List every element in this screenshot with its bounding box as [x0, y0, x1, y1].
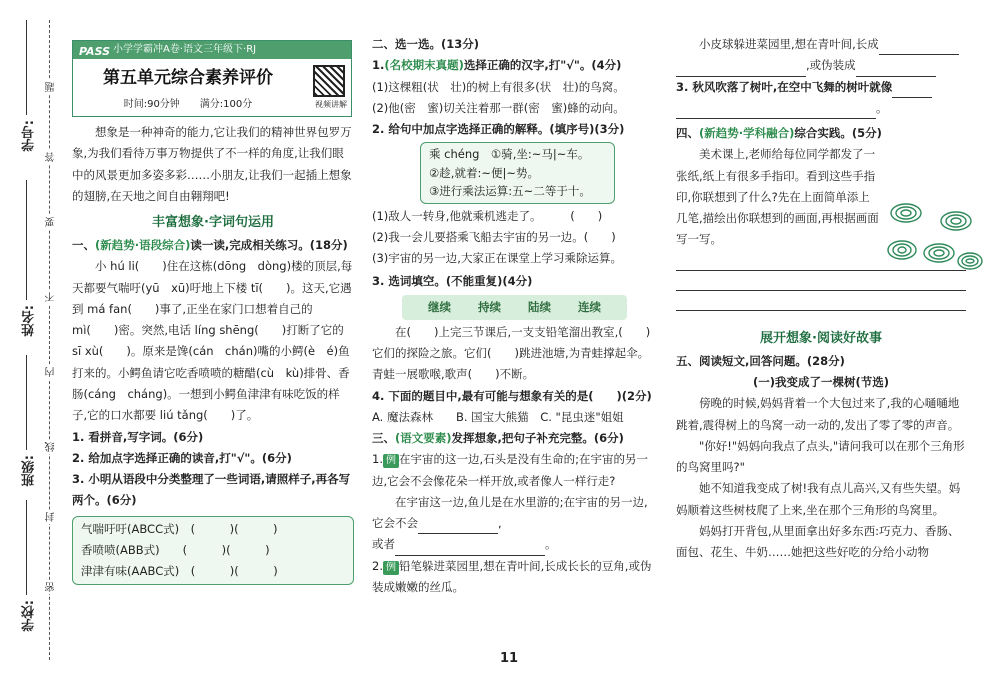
- page-number: 11: [500, 651, 519, 666]
- student-id-field[interactable]: [26, 20, 27, 115]
- sub-question-3: 3. 小明从语段中分类整理了一些词语,请照样子,再各写两个。(6分): [72, 472, 351, 508]
- column-left: [72, 122, 354, 662]
- word-option: 持续: [477, 299, 501, 314]
- definition-box: [420, 142, 615, 203]
- category-row: 津津有味(AABC式) ( )( ): [81, 564, 278, 579]
- brand-logo: PASS: [79, 45, 111, 58]
- practice-text: 美术课上,老师给每位同学都发了一张纸,纸上有很多手指印。看到这些手指印,你联想到了什么?先在上面简单添上几笔,描绘出你联想到的画面,再根据画面写一写。: [676, 147, 879, 247]
- question-2-1b: (2)他(密 蜜)切关注着那一群(密 蜜)蜂的动向。: [372, 100, 625, 115]
- school-field[interactable]: [26, 500, 27, 595]
- seal-char: 线: [46, 442, 57, 452]
- answer-blank[interactable]: [892, 97, 932, 98]
- story-paragraph: 她不知道我变成了树!我有点儿高兴,又有些失望。妈妈顺着这些树枝爬了上来,坐在那个三角形的鸟窝里。: [676, 481, 961, 517]
- seal-char: 题: [46, 82, 57, 92]
- question-2-1a: (1)这棵粗(状 壮)的树上有很多(状 壮)的鸟窝。: [372, 79, 625, 94]
- example-badge: 例: [383, 454, 399, 468]
- answer-blank[interactable]: [676, 118, 876, 119]
- exam-title: 第五单元综合素养评价: [103, 68, 273, 88]
- completion-3: 3. 秋风吹落了树叶,在空中飞舞的树叶就像: [676, 77, 966, 98]
- class-label: 班级:: [22, 455, 37, 487]
- section-title-words: 丰富想象·字词句运用: [152, 215, 274, 231]
- category-row: 香喷喷(ABB式) ( )( ): [81, 542, 270, 557]
- seal-line: [49, 20, 50, 660]
- question-2-1: 1.(名校期末真题)选择正确的汉字,打"√"。(4分): [372, 58, 622, 73]
- seal-char: 封: [46, 512, 57, 522]
- sentence-item: (2)我一会儿要搭乘飞船去宇宙的另一边。( ): [372, 229, 616, 244]
- definition-line: ②趁,就着:~便|~势。: [429, 165, 539, 180]
- sentence-item: (1)敌人一转身,他就乘机逃走了。 ( ): [372, 208, 603, 223]
- name-field[interactable]: [26, 180, 27, 300]
- definition-line: 乘 chéng ①骑,坐:~马|~车。: [429, 147, 590, 162]
- question-5-title: 五、阅读短文,回答问题。(28分): [676, 353, 845, 368]
- story-paragraph: 妈妈打开背包,从里面拿出好多东西:巧克力、香肠、面包、花生、牛奶……她把这些好吃的分给小动物: [676, 523, 960, 560]
- word-option: 连续: [578, 299, 602, 314]
- example-badge: 例: [383, 561, 399, 575]
- completion-2: 小皮球躲进菜园里,想在青叶间,长成: [676, 34, 966, 55]
- seal-char: 不: [46, 292, 57, 302]
- question-1-head: 一、(新趋势·语段综合)读一读,完成相关练习。(18分): [72, 238, 348, 253]
- series-title: 小学学霸冲A卷·语文三年级下·RJ: [113, 44, 257, 55]
- question-2-title: 二、选一选。(13分): [372, 37, 480, 51]
- passage-text: 小 hú li( )住在这栋(dōng dòng)楼的顶层,每天都要气喘吁(yū xū)吁地上下楼 tī( )。这天,它遇到 má fan( )事了,正坐在家门口想着自己的 mì( )密。突然,电话 líng shēng( )打断了它的 sī xù( )。原来是馋(cán chán)嘴的小鳄(è é)鱼打来的。小鳄鱼请它吃香喷喷的糖醋(cù kù)排骨、香肠(cáng cháng)。一想到小鳄鱼津津有味吃饭的样子,它的口水都要 liú tǎng( )了。: [72, 259, 353, 423]
- category-row: 气喘吁吁(ABCC式) ( )( ): [81, 521, 278, 536]
- question-4-title: 四、(新趋势·学科融合)综合实践。(5分): [676, 126, 882, 141]
- seal-char: 要: [46, 217, 57, 227]
- school-label: 学校:: [22, 600, 37, 632]
- story-title: (一)我变成了一棵树(节选): [752, 374, 890, 389]
- qr-code-icon[interactable]: [313, 65, 345, 97]
- binding-margin: [0, 0, 62, 683]
- story-paragraph: "你好!"妈妈向我点了点头,"请问我可以在那个三角形的鸟窝里吗?": [676, 438, 965, 475]
- name-label: 姓名:: [22, 305, 37, 337]
- seal-char: 答: [46, 152, 57, 162]
- word-bank: [402, 295, 627, 320]
- options-row: A. 魔法森林 B. 国宝大熊猫 C. "昆虫迷"姐姐: [372, 409, 624, 424]
- sub-question-2: 2. 给加点字选择正确的读音,打"√"。(6分): [72, 450, 292, 465]
- example-1: 1. 例 在宇宙的这一边,石头是没有生命的;在宇宙的另一边,它会不会像花朵一样开放,或者像人一样行走?: [372, 452, 649, 488]
- word-option: 陆续: [528, 299, 551, 314]
- sentence-item: (3)宇宙的另一边,大家正在课堂上学习乘除运算。: [372, 251, 622, 266]
- fill-passage: 在( )上完三节课后,一支支铅笔溜出教室,( )它们的探险之旅。它们( )跳进池塘,为青蛙撑起伞。青蛙一展歌喉,歌声( )不断。: [372, 324, 651, 382]
- exam-header: [72, 40, 352, 117]
- word-category-box: [72, 516, 354, 586]
- question-2-4: 4. 下面的题目中,最有可能与想象有关的是( )(2分): [372, 388, 652, 403]
- seal-char: 密: [46, 582, 57, 592]
- completion-2b: ,或伪装成: [676, 55, 966, 76]
- student-id-label: 学号:: [22, 120, 37, 152]
- example-2: 2. 例 铅笔躲进菜园里,想在青叶间,长成长长的豆角,或伪装成嫩嫩的丝瓜。: [372, 558, 652, 595]
- fingerprint-drawing[interactable]: [884, 195, 984, 275]
- sub-question-1: 1. 看拼音,写字词。(6分): [72, 429, 204, 444]
- section-title-reading: 展开想象·阅读好故事: [760, 330, 882, 346]
- writing-line[interactable]: [676, 291, 966, 311]
- series-bar: [73, 41, 351, 59]
- word-option: 继续: [427, 299, 451, 314]
- column-right: 小皮球躲进菜园里,想在青叶间,长成 ,或伪装成 3. 秋风吹落了树叶,在空中飞舞的树叶就像 。 四、(新趋势·学科融合)综合实践。(5分) 美术课上,老师给每位同学都发了一张纸,纸上有很多手指印。看到这些手指印,你联想到了什么?先在上面简单添上几笔,描绘出你联想到的画面,再根据画面写一写。 展开想象·阅读好故事 五、阅读短文,回答问题。(28分) (一)我变成了一棵树(节选) 傍晚的时候,妈妈背着一个大包过来了,我的心嗵嗵地跳着,震得树上的鸟窝一动一动的,发出了零了零的声音。 "你好!"妈妈向我点了点头,"请问我可以在那个三角形的鸟窝里吗?" 她不知道我变成了树!我有点儿高兴,又有些失望。妈妈顺着这些树枝爬了上来,坐在那个三角形的鸟窝里。 妈妈打开背包,从里面拿出好多东西:巧克力、香肠、面包、花生、牛奶……她把这些好吃的分给小动物: [676, 34, 966, 654]
- class-field[interactable]: [26, 355, 27, 450]
- question-3-title: 三、(语文要素)发挥想象,把句子补充完整。(6分): [372, 431, 624, 446]
- story-paragraph: 傍晚的时候,妈妈背着一个大包过来了,我的心嗵嗵地跳着,震得树上的鸟窝一动一动的,发出了零了零的声音。: [676, 396, 960, 432]
- question-2-3: 3. 选词填空。(不能重复)(4分): [372, 274, 533, 289]
- column-middle: [372, 34, 657, 654]
- seal-char: 内: [46, 367, 57, 377]
- completion-1: 在宇宙这一边,鱼儿是在水里游的;在宇宙的另一边,它会不会 ,: [372, 492, 657, 535]
- time-and-score: 时间:90分钟 满分:100分: [123, 99, 253, 110]
- completion-1b: 或者 。: [372, 534, 657, 555]
- question-2-2: 2. 给句中加点字选择正确的解释。(填序号)(3分): [372, 122, 625, 137]
- definition-line: ③进行乘法运算:五~二等于十。: [429, 184, 591, 199]
- intro-text: 想象是一种神奇的能力,它让我们的精神世界包罗万象,为我们看待万事万物提供了不一样的角度,让我们眼中的风景更加多姿多彩……小朋友,让我们一起插上想象的翅膀,在天地之间自由翱翔吧!: [72, 125, 352, 203]
- qr-caption: 视频讲解: [315, 100, 347, 109]
